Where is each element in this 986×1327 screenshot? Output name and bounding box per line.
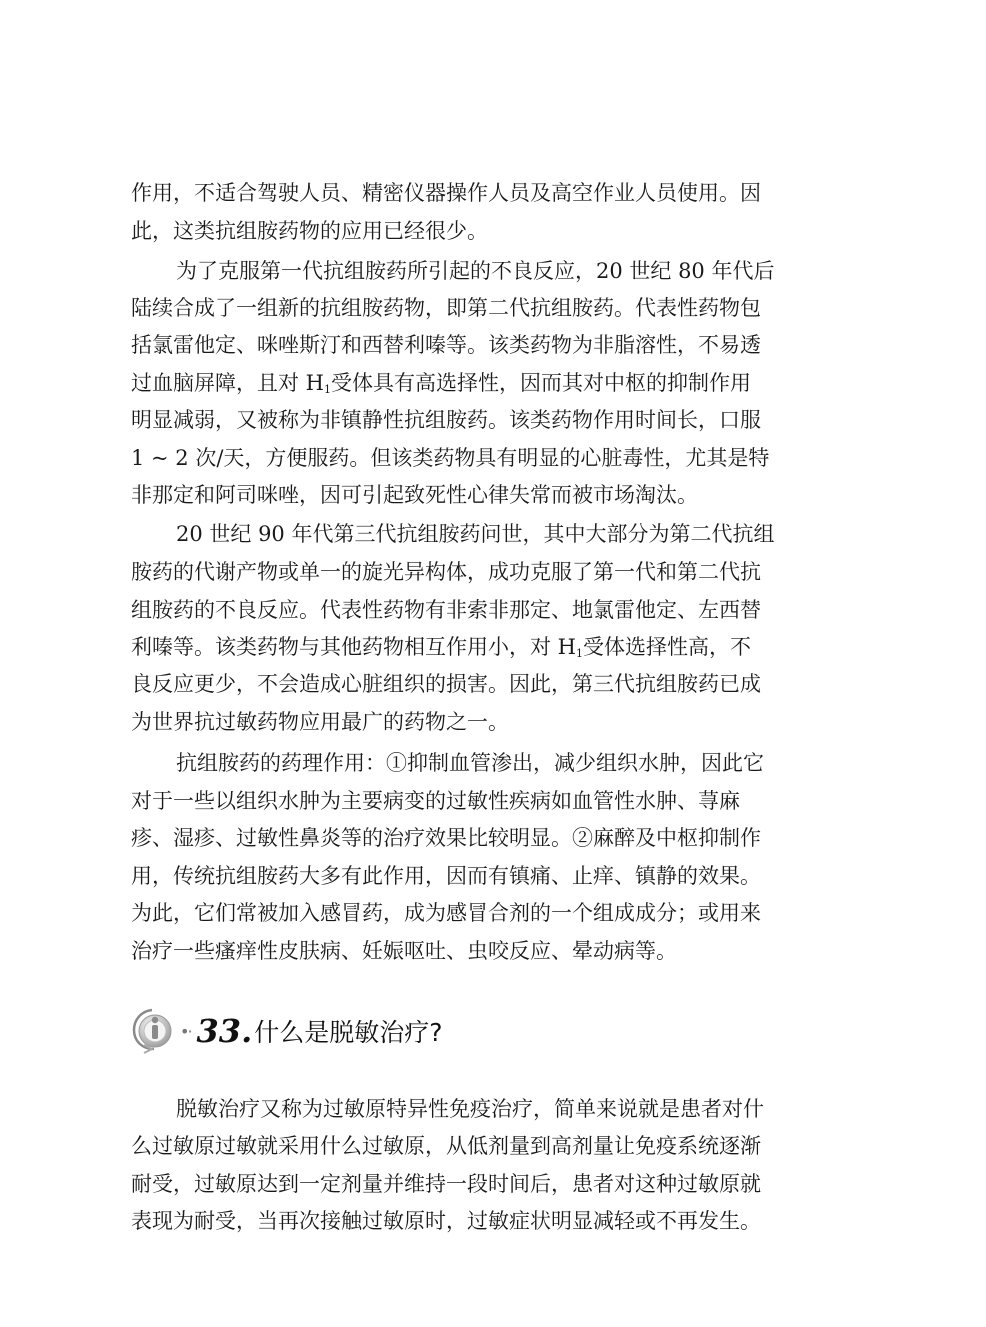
text-line: 为此，它们常被加入感冒药，成为感冒合剂的一个组成成分；或用来 — [131, 901, 761, 925]
text-line: 胺药的代谢产物或单一的旋光异构体，成功克服了第一代和第二代抗 — [131, 560, 761, 584]
text-line: 脱敏治疗又称为过敏原特异性免疫治疗，简单来说就是患者对什 — [176, 1097, 764, 1121]
text-line: 么过敏原过敏就采用什么过敏原，从低剂量到高剂量让免疫系统逐渐 — [131, 1134, 761, 1158]
text-line: 作用，不适合驾驶人员、精密仪器操作人员及高空作业人员使用。因 — [131, 181, 761, 205]
info-badge-icon — [130, 1003, 178, 1059]
text-line: 表现为耐受，当再次接触过敏原时，过敏症状明显减轻或不再发生。 — [131, 1209, 761, 1233]
text-line: 组胺药的不良反应。代表性药物有非索非那定、地氯雷他定、左西替 — [131, 598, 761, 622]
text-line: 为世界抗过敏药物应用最广的药物之一。 — [131, 710, 509, 734]
text-line: 良反应更少，不会造成心脏组织的损害。因此，第三代抗组胺药已成 — [131, 672, 761, 696]
text-line: 为了克服第一代抗组胺药所引起的不良反应，20 世纪 80 年代后 — [176, 259, 775, 283]
section-title: 什么是脱敏治疗? — [254, 1018, 443, 1047]
text-line: 用，传统抗组胺药大多有此作用，因而有镇痛、止痒、镇静的效果。 — [131, 864, 761, 888]
text-line: 明显减弱，又被称为非镇静性抗组胺药。该类药物作用时间长，口服 — [131, 408, 761, 432]
text-line: 非那定和阿司咪唑，因可引起致死性心律失常而被市场淘汰。 — [131, 483, 698, 507]
subscript: 1 — [576, 647, 583, 660]
text-line: 耐受，过敏原达到一定剂量并维持一段时间后，患者对这种过敏原就 — [131, 1172, 761, 1196]
text-segment: 受体选择性高，不 — [583, 635, 751, 659]
section-number: 33. — [196, 1012, 253, 1050]
text-line: 括氯雷他定、咪唑斯汀和西替利嗪等。该类药物为非脂溶性，不易透 — [131, 333, 761, 357]
text-line: 20 世纪 90 年代第三代抗组胺药问世，其中大部分为第二代抗组 — [176, 522, 775, 546]
text-line: 1 ~ 2 次/天，方便服药。但该类药物具有明显的心脏毒性，尤其是特 — [131, 446, 770, 470]
text-segment: 受体具有高选择性，因而其对中枢的抑制作用 — [331, 371, 751, 395]
text-segment: 过血脑屏障，且对 H — [131, 371, 324, 395]
text-line — [131, 632, 751, 669]
text-line: 对于一些以组织水肿为主要病变的过敏性疾病如血管性水肿、荨麻 — [131, 789, 740, 813]
section-heading — [130, 1003, 442, 1059]
text-line: 陆续合成了一组新的抗组胺药物，即第二代抗组胺药。代表性药物包 — [131, 296, 761, 320]
subscript: 1 — [324, 383, 331, 396]
text-line: 治疗一些瘙痒性皮肤病、妊娠呕吐、虫咬反应、晕动病等。 — [131, 939, 677, 963]
text-line: 此，这类抗组胺药物的应用已经很少。 — [131, 219, 488, 243]
text-line — [131, 368, 751, 405]
text-line: 疹、湿疹、过敏性鼻炎等的治疗效果比较明显。②麻醉及中枢抑制作 — [131, 826, 761, 850]
text-line: 抗组胺药的药理作用：①抑制血管渗出，减少组织水肿，因此它 — [176, 751, 764, 775]
text-segment: 利嗪等。该类药物与其他药物相互作用小，对 H — [131, 635, 576, 659]
heading-dots: •· — [180, 1021, 191, 1041]
